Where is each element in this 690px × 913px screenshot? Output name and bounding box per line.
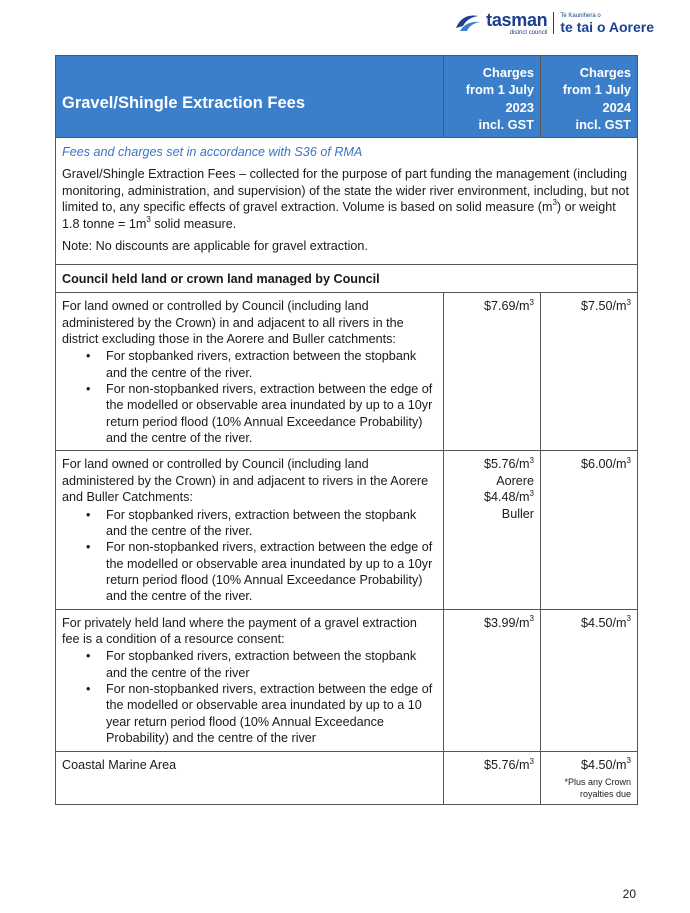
gravel-fees-table	[55, 55, 638, 805]
intro-body	[62, 166, 631, 231]
logo-divider	[553, 12, 554, 34]
intro-body-text: ) or weight 1.8 tonne = 1m	[62, 200, 616, 231]
unit-superscript: 3	[529, 613, 534, 623]
intro-row	[56, 138, 638, 265]
fee-2023	[444, 293, 541, 451]
row-description	[56, 609, 444, 751]
col-2024-header-line: incl. GST	[575, 116, 631, 132]
unit-superscript: 3	[626, 613, 631, 623]
col-2023-header-line: 2023	[505, 99, 534, 115]
col-2024-header-line: from 1 July	[562, 82, 631, 98]
fee-aorere	[448, 456, 534, 472]
bullet-list	[62, 348, 437, 446]
list-item: • For non-stopbanked rivers, extraction between the edge of the modelled or observable area inundated by up to a 10yr return period flood (10% Annual Exceedance Probability) and the centre of the river.	[62, 381, 437, 446]
table-title: Gravel/Shingle Extraction Fees	[56, 56, 444, 138]
fee-2023	[444, 609, 541, 751]
superscript: 3	[552, 198, 557, 208]
fee-2023	[444, 751, 541, 805]
council-logo	[454, 6, 654, 40]
fee-value: $5.76/m	[484, 457, 530, 472]
fee-2024	[541, 609, 638, 751]
col-2023-header-line: from 1 July	[465, 82, 534, 98]
logo-maori-main: te tai o Aorere	[560, 18, 654, 35]
wave-logo-icon	[454, 12, 482, 34]
row-desc-text: For land owned or controlled by Council (including land administered by the Crown) in and adjacent to rivers in the Aorere and Buller Catchments:	[62, 457, 429, 505]
unit-superscript: 3	[529, 756, 534, 766]
list-item: • For non-stopbanked rivers, extraction between the edge of the modelled or observable area inundated by up to a 10 year return period flood (10% Annual Exceedance Probability) and the centre of the river	[62, 681, 437, 746]
unit-superscript: 3	[626, 298, 631, 308]
fee-label-buller: Buller	[501, 506, 534, 521]
col-2023-header	[444, 56, 541, 138]
row-desc-text: For privately held land where the payment of a gravel extraction fee is a condition of a resource consent:	[62, 615, 417, 647]
intro-cell	[56, 138, 638, 265]
fee-2023	[444, 451, 541, 609]
row-desc-text: Coastal Marine Area	[62, 757, 177, 772]
rma-note: Fees and charges set in accordance with S36 of RMA	[62, 145, 363, 160]
list-item: • For stopbanked rivers, extraction between the stopbank and the centre of the river.	[62, 507, 437, 540]
unit-superscript: 3	[529, 456, 534, 466]
unit-superscript: 3	[626, 755, 631, 765]
fee-2024	[541, 751, 638, 805]
list-item: • For non-stopbanked rivers, extraction between the edge of the modelled or observable area inundated by up to a 10yr return period flood (10% Annual Exceedance Probability) and the centre of the river.	[62, 539, 437, 604]
logo-sub-text: district council	[509, 29, 548, 36]
table-row	[56, 293, 638, 451]
table-header-row	[56, 56, 638, 138]
table-row	[56, 451, 638, 609]
fee-value: $7.50/m	[581, 299, 627, 314]
col-2023-header-line: Charges	[482, 65, 534, 80]
col-2024-header-line: 2024	[602, 99, 631, 115]
list-item: • For stopbanked rivers, extraction between the stopbank and the centre of the river	[62, 648, 437, 681]
fee-value: $4.48/m	[484, 490, 530, 505]
superscript: 3	[146, 214, 151, 224]
section-heading-row	[56, 265, 638, 293]
list-item: • For stopbanked rivers, extraction between the stopbank and the centre of the river.	[62, 348, 437, 381]
unit-superscript: 3	[626, 456, 631, 466]
col-2024-header	[541, 56, 638, 138]
bullet-list	[62, 507, 437, 605]
row-description	[56, 293, 444, 451]
row-description	[56, 451, 444, 609]
section-heading: Council held land or crown land managed by Council	[56, 265, 638, 293]
fee-value: $3.99/m	[484, 615, 530, 630]
bullet-list	[62, 648, 437, 746]
table-row	[56, 751, 638, 805]
fee-value: $4.50/m	[581, 757, 627, 772]
page-number: 20	[622, 887, 636, 901]
logo-maori-small: Te Kaunihera o	[560, 12, 601, 19]
fee-value: $6.00/m	[581, 457, 627, 472]
fee-2024	[541, 451, 638, 609]
row-desc-text: For land owned or controlled by Council (including land administered by the Crown) in and adjacent to all rivers in the district excluding those in the Aorere and Buller catchments:	[62, 299, 404, 346]
fee-value: $4.50/m	[581, 615, 627, 630]
logo-main-text: tasman	[486, 9, 548, 30]
crown-royalties-note: *Plus any Crown royalties due	[564, 776, 631, 799]
fee-2024	[541, 293, 638, 451]
fee-buller	[448, 489, 534, 505]
discount-note: Note: No discounts are applicable for gravel extraction.	[62, 238, 368, 253]
row-description	[56, 751, 444, 805]
table-row	[56, 609, 638, 751]
intro-body-text: Gravel/Shingle Extraction Fees – collected for the purpose of part funding the management (including monitoring, administration, and supervision) of the state the wider river environment, including, but not limited to, any specific effects of gravel extraction. Volume is based on solid measure (m	[62, 167, 630, 215]
fee-value: $7.69/m	[484, 299, 530, 314]
unit-superscript: 3	[529, 298, 534, 308]
unit-superscript: 3	[529, 489, 534, 499]
fee-value: $5.76/m	[484, 757, 530, 772]
fee-label-aorere: Aorere	[496, 473, 534, 488]
col-2023-header-line: incl. GST	[478, 116, 534, 132]
intro-body-text: solid measure.	[150, 216, 237, 231]
col-2024-header-line: Charges	[579, 65, 631, 80]
logo-maori	[560, 13, 654, 34]
logo-wordmark	[486, 11, 547, 36]
